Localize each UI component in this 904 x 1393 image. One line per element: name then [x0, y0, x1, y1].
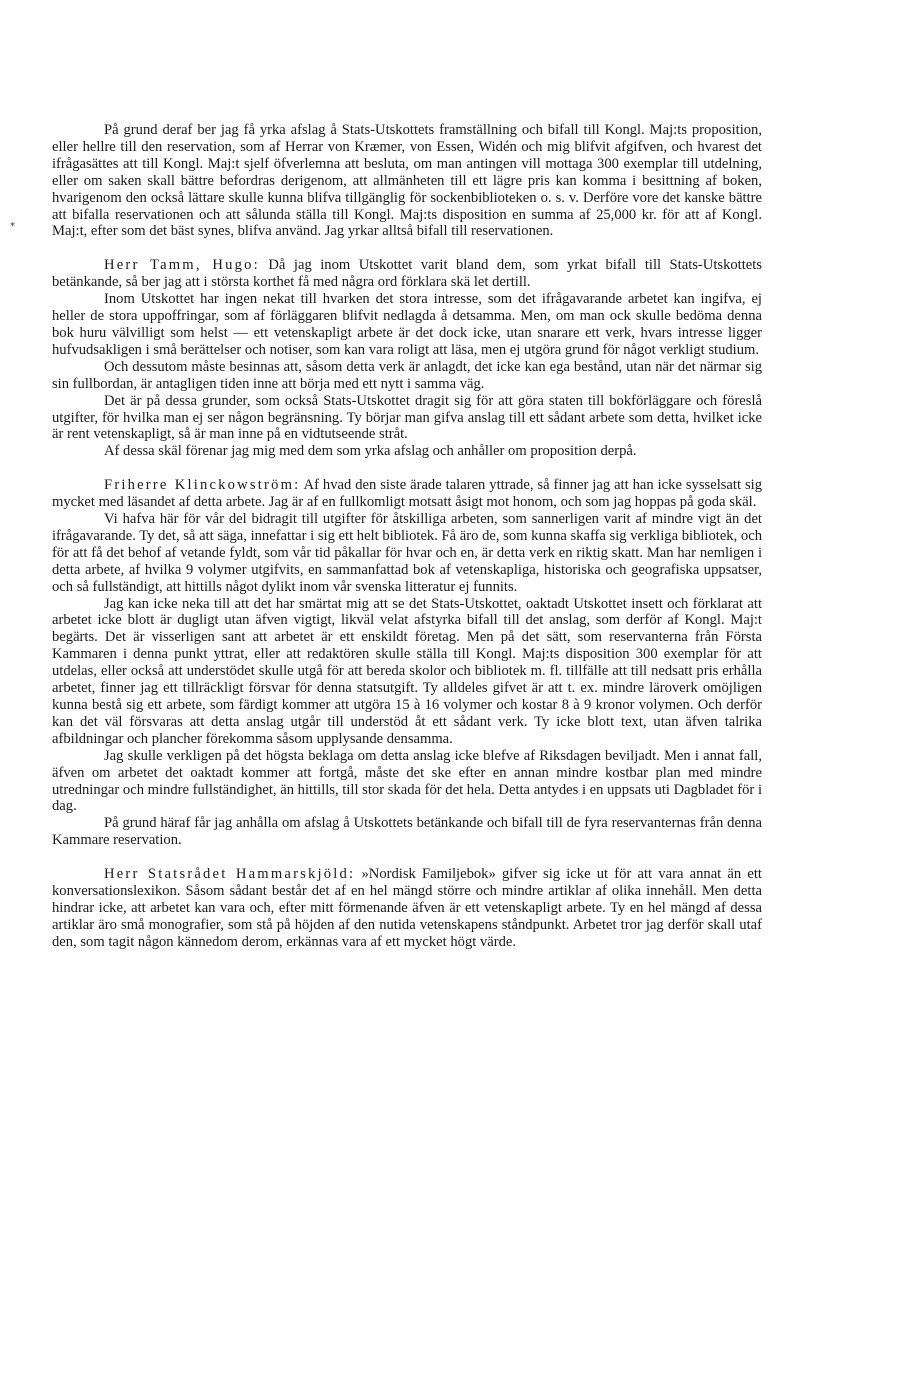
document-page: [52, 122, 762, 951]
paragraph-5: [52, 393, 762, 444]
paragraph-text: På grund deraf ber jag få yrka afslag å Stats-Utskottets framställning och bifall till Kongl. Maj:ts proposition, eller hellre till den reservation, som af Herrar von Kræmer, von Essen, Widén och mig blifvit afgifven, och hvarest det ifrågasättes att till Kongl. Maj:t sjelf öfverlemna att besluta, om man antingen vill mottaga 300 exemplar till utdelning, eller om saken skall bättre befordras derigenom, att allmänheten till ett lägre pris kan komma i besittning af boken, hvarigenom den också lättare skulle kunna blifva tillgänglig för sockenbiblioteken o. s. v. Derföre vore det kanske bättre att bifalla reservationen och att sålunda ställa till Kongl. Maj:ts disposition en summa af 25,000 kr. för att af Kongl. Maj:t, efter som det bäst synes, blifva använd. Jag yrkar alltså bifall till reservationen.: [52, 122, 762, 240]
paragraph-text: Det är på dessa grunder, som också Stats-Utskottet dragit sig för att göra staten till bokförläggare och föreslå utgifter, för hvilka man ej ser någon begränsning. Ty börjar man gifva anslag till ett sådant arbete som detta, hvilket icke är rent vetenskapligt, så är man inne på en vidtutseende stråt.: [52, 392, 762, 443]
speaker-name: Herr Tamm, Hugo:: [104, 257, 260, 274]
paragraph-text: Inom Utskottet har ingen nekat till hvarken det stora intresse, som det ifrågavarande arbetet kan ingifva, ej heller de stora uppoffringar, som af förläggaren blifvit nedlagda å detsamma. Men, om man ock skulle bedöma denna bok huru välvilligt som helst — ett vetenskapligt arbete är det dock icke, utan snarare ett verk, hvars intresse ligger hufvudsakligen i små berättelser och notiser, som kan vara roligt att läsa, men ej utgöra grund för något verkligt studium.: [52, 291, 762, 358]
paragraph-text: Jag kan icke neka till att det har smärtat mig att se det Stats-Utskottet, oaktadt Utskottet insett och förklarat att arbetet icke blott är dugligt utan äfven vigtigt, likväl velat afstyrka bifall till det anslag, som derför af Kongl. Maj:t begärts. Det är visserligen sant att arbetet är ett enskildt företag. Men på det sätt, som reservanterna från Första Kammaren i denna punkt yttrat, eller att redaktören skulle ställa till Kongl. Maj:ts disposition 300 exemplar för att utdelas, eller också att understödet skulle utgå för att bereda skolor och bibliotek m. fl. tillfälle att till nedsatt pris erhålla arbetet, finner jag ett tillräckligt försvar för denna statsutgift. Ty alldeles gifvet är att t. ex. mindre läroverk omöjligen kunna bestå sig ett arbete, som färdigt kommer att utgöra 15 à 16 volymer och kostar 8 à 9 kronor volymen. Och derför kan det väl försvaras att detta anslag utgår till understöd åt ett sådant verk. Ty icke blott text, utan äfven talrika afbildningar och plancher förekomma såsom upplysande densamma.: [52, 595, 762, 747]
paragraph-text: Af hvad den siste ärade talaren yttrade, så finner jag att han icke sysselsatt sig mycket med läsandet af detta arbete. Jag är af en fullkomligt motsatt åsigt mot honom, och som jag hoppas på goda skäl.: [52, 477, 762, 511]
paragraph-8: [52, 511, 762, 596]
paragraph-text: Af dessa skäl förenar jag mig med dem som yrka afslag och anhåller om proposition derpå.: [104, 443, 637, 460]
paragraph-1: [52, 122, 762, 240]
paragraph-11: [52, 815, 762, 849]
paragraph-12: [52, 866, 762, 951]
speaker-name: Friherre Klinckowström:: [104, 477, 301, 494]
paragraph-4: [52, 359, 762, 393]
paragraph-text: På grund häraf får jag anhålla om afslag å Utskottets betänkande och bifall till de fyra reservanternas från denna Kammare reservation.: [52, 815, 762, 849]
paragraph-3: [52, 291, 762, 359]
paragraph-text: Jag skulle verkligen på det högsta beklaga om detta anslag icke blefve af Riksdagen beviljadt. Men i annat fall, äfven om arbetet det oaktadt kommer att fortgå, måste det ske efter en annan mindre kostbar plan med mindre utredningar och mindre fullständighet, än hittills, till stor skada för det hela. Detta antydes i en uppsats uti Dagbladet för i dag.: [52, 747, 762, 815]
paragraph-6: [52, 443, 762, 460]
speaker-name: Herr Statsrådet Hammarskjöld:: [104, 866, 356, 883]
paragraph-text: »Nordisk Familjebok» gifver sig icke ut för att vara annat än ett konversationslexikon. Såsom sådant består det af en hel mängd större och mindre artiklar af olika innehåll. Men detta hindrar icke, att arbetet kan vara och, efter mitt förmenande äfven är ett vetenskapligt arbete. Ty en hel mängd af dessa artiklar äro små monografier, som stå på höjden af den nutida vetenskapens ståndpunkt. Arbetet tror jag derför skall utaf den, som tagit någon kännedom derom, erkännas vara af ett mycket högt värde.: [52, 866, 762, 950]
margin-mark: *: [10, 221, 15, 232]
paragraph-text: Vi hafva här för vår del bidragit till utgifter för åtskilliga arbeten, som sannerligen varit af mindre vigt än det ifrågavarande. Ty det, så att säga, innefattar i sig ett helt bibliotek. Få äro de, som kunna skaffa sig verkliga bibliotek, och för att få det behof af vetande fyldt, som vår tid påkallar för hvar och en, är detta verk en riktig skatt. Man har nemligen i detta arbete, af hvilka 9 volymer utgifvits, en sammanfattad bok af vetenskapliga, historiska och geografiska uppsatser, och så fullständigt, att hittills något dylikt inom vår svenska litteratur ej funnits.: [52, 511, 762, 595]
paragraph-text: Och dessutom måste besinnas att, såsom detta verk är anlagdt, det icke kan ega bestånd, utan när det närmar sig sin fullbordan, är antagligen tiden inne att börja med ett nytt i samma väg.: [52, 358, 762, 392]
paragraph-10: [52, 748, 762, 816]
paragraph-9: [52, 596, 762, 748]
paragraph-7: [52, 477, 762, 511]
paragraph-text: Då jag inom Utskottet varit bland dem, som yrkat bifall till Stats-Utskottets betänkande, så ber jag att i största korthet få med några ord förklara skä let dertill.: [52, 257, 762, 291]
paragraph-2: [52, 257, 762, 291]
